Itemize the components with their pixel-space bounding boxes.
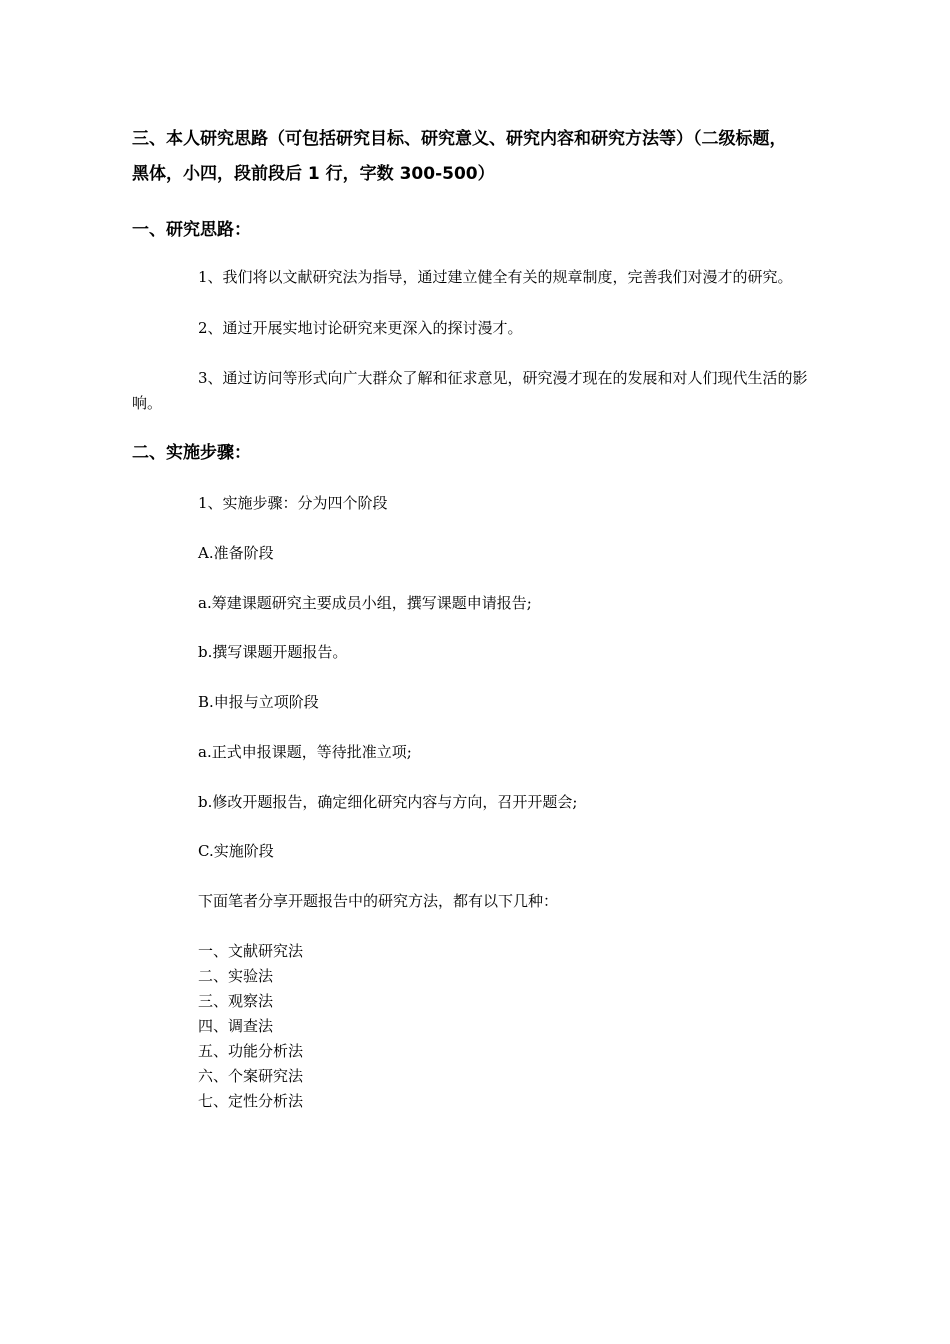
- section-heading-line-1: 三、本人研究思路（可包括研究目标、研究意义、研究内容和研究方法等）（二级标题，: [132, 129, 787, 149]
- research-idea-paragraph: [132, 265, 822, 290]
- implementation-line: b.撰写课题开题报告。: [198, 643, 348, 661]
- research-idea-text: 3、通过访问等形式向广大群众了解和征求意见，研究漫才现在的发展和对人们现代生活的影响。: [132, 369, 808, 412]
- research-idea-text: 1、我们将以文献研究法为指导，通过建立健全有关的规章制度，完善我们对漫才的研究。: [198, 268, 793, 286]
- method-list-item: 一、文献研究法: [198, 942, 304, 960]
- implementation-line: b.修改开题报告，确定细化研究内容与方向，召开开题会;: [198, 793, 578, 811]
- research-idea-text: 2、通过开展实地讨论研究来更深入的探讨漫才。: [198, 319, 523, 337]
- implementation-line: A.准备阶段: [198, 544, 274, 562]
- method-list-item: 四、调查法: [198, 1017, 274, 1035]
- implementation-line: a.筹建课题研究主要成员小组，撰写课题申请报告;: [198, 594, 532, 612]
- research-idea-paragraph: [132, 316, 822, 341]
- implementation-line: 1、实施步骤：分为四个阶段: [198, 494, 388, 512]
- implementation-line: a.正式申报课题，等待批准立项;: [198, 743, 412, 761]
- implementation-line: B.申报与立项阶段: [198, 693, 319, 711]
- method-list-item: 五、功能分析法: [198, 1042, 304, 1060]
- method-list-item: 七、定性分析法: [198, 1092, 304, 1110]
- research-ideas-heading: 一、研究思路：: [132, 220, 251, 240]
- implementation-line: 下面笔者分享开题报告中的研究方法，都有以下几种：: [198, 892, 559, 910]
- research-idea-paragraph: [132, 366, 822, 416]
- method-list-item: 三、观察法: [198, 992, 274, 1010]
- method-list-item: 二、实验法: [198, 967, 274, 985]
- method-list-item: 六、个案研究法: [198, 1067, 304, 1085]
- implementation-line: C.实施阶段: [198, 842, 274, 860]
- implementation-heading: 二、实施步骤：: [132, 443, 251, 463]
- section-heading-line-2: 黑体，小四，段前段后 1 行，字数 300-500）: [132, 164, 495, 184]
